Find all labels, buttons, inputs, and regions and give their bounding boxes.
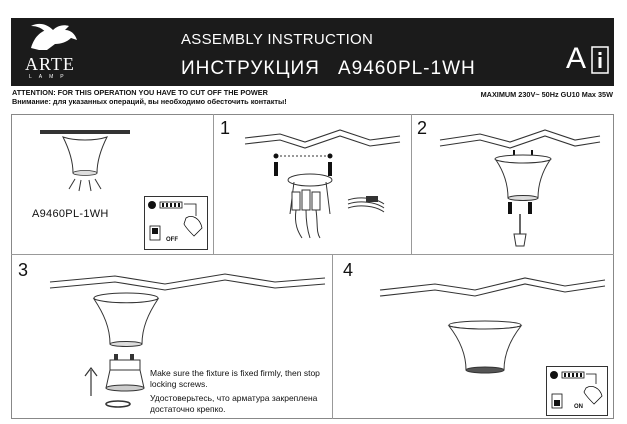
off-label: OFF	[166, 237, 178, 243]
electrical-spec: MAXIMUM 230V~ 50Hz GU10 Max 35W	[480, 90, 613, 99]
divider-v1	[213, 114, 214, 254]
lamp-fixture-icon	[35, 127, 135, 207]
ceiling-line-4	[375, 270, 610, 300]
warning-russian: Внимание: для указанных операций, вы необходимо обесточить контакты!	[12, 97, 287, 106]
step-1-number: 1	[220, 118, 231, 138]
header-model-number: A9460PL-1WH	[338, 58, 476, 79]
note-russian: Удостоверьтесь, что арматура закреплена достаточно крепко.	[150, 393, 318, 414]
header-bar	[11, 18, 614, 86]
info-book-icon	[591, 46, 609, 74]
title-russian: ИНСТРУКЦИЯ	[181, 58, 320, 79]
logo-subtitle: LAMP	[29, 74, 71, 80]
arrow-up-icon	[84, 366, 98, 398]
note-english: Make sure the fixture is fixed firmly, then stop locking screws.	[150, 368, 320, 389]
divider-h1	[11, 254, 614, 255]
fixture-step3-icon	[86, 292, 166, 352]
on-label: ON	[574, 404, 583, 410]
wire-connector-icon	[280, 168, 390, 240]
divider-v2	[411, 114, 412, 254]
logo-wordmark: ARTE	[25, 54, 75, 74]
step-4-number: 4	[343, 260, 354, 280]
warning-english: ATTENTION: FOR THIS OPERATION YOU HAVE TO CUT OFF THE POWER	[12, 88, 268, 97]
divider-v3	[332, 254, 333, 419]
fixture-step4-icon	[440, 320, 530, 380]
step-2-number: 2	[417, 118, 428, 138]
title-english: ASSEMBLY INSTRUCTION	[181, 31, 374, 48]
intro-model-label: A9460PL-1WH	[32, 208, 109, 220]
gu10-bulb-icon	[100, 352, 150, 412]
step-3-number: 3	[18, 260, 29, 280]
screwdriver-icon	[500, 198, 540, 252]
brand-letter: A	[566, 42, 587, 75]
